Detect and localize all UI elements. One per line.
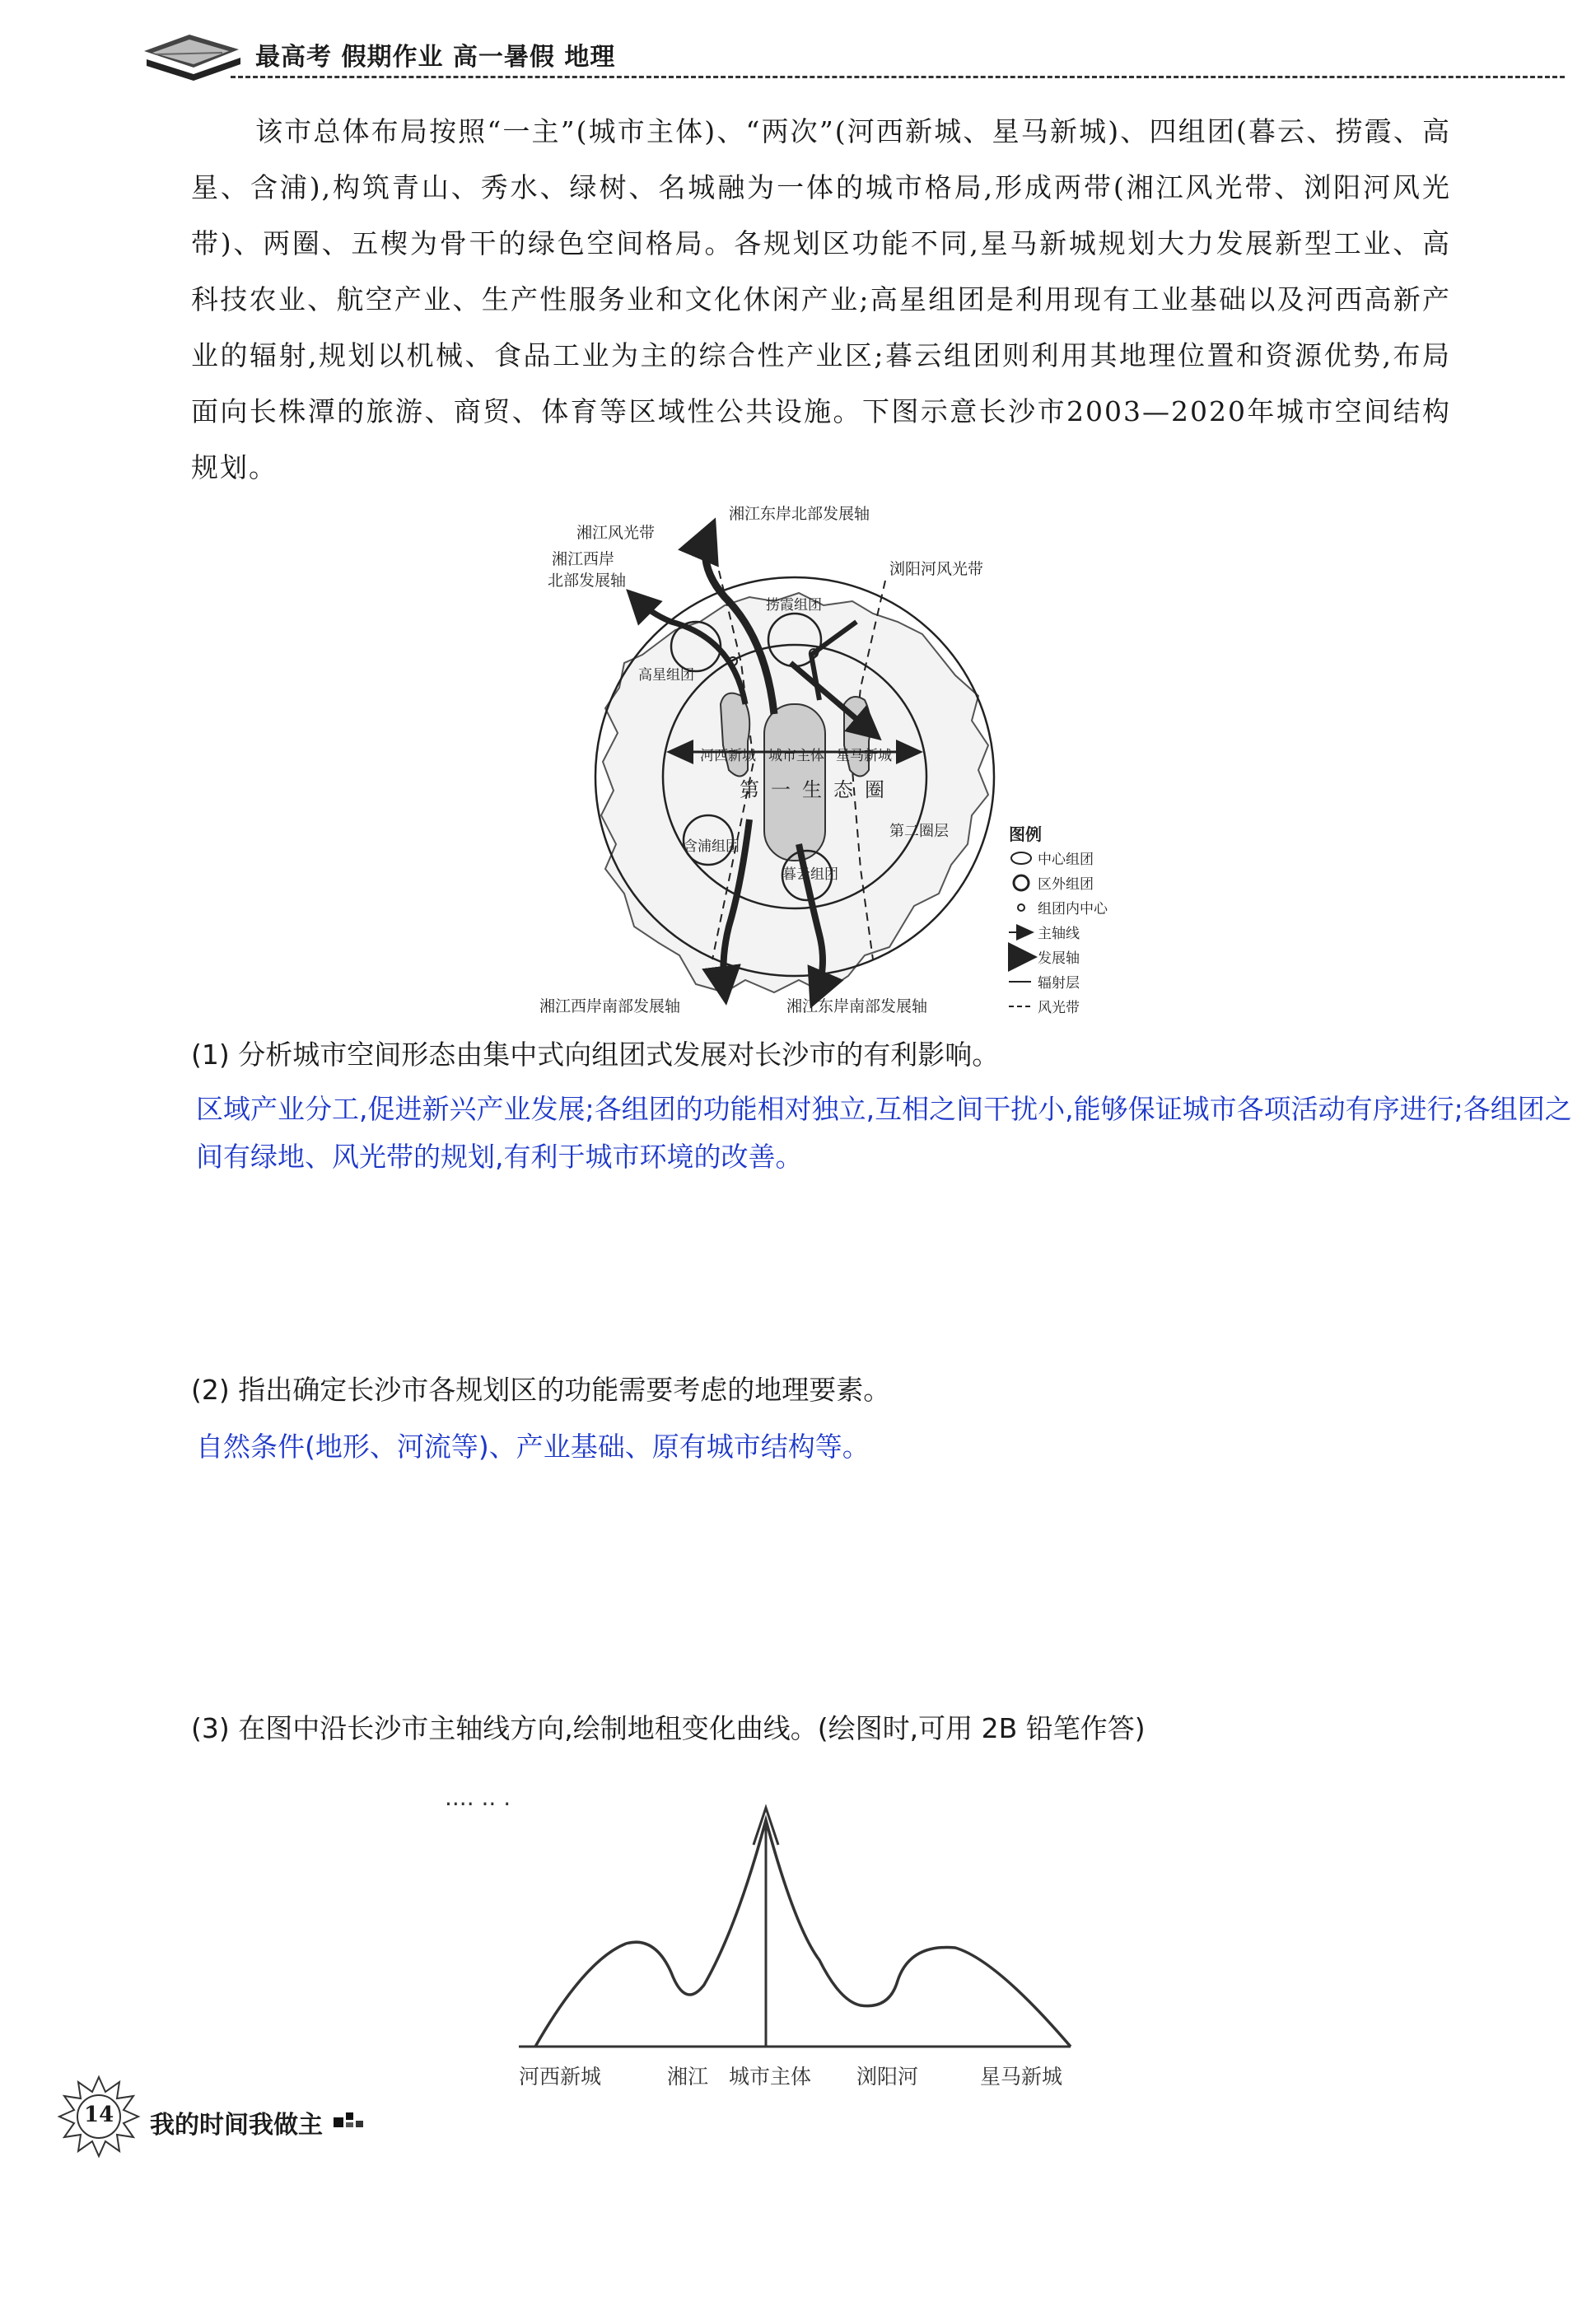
legend-item: 辐射层 [1038, 975, 1080, 992]
rent-label: 城市主体 [729, 2065, 812, 2089]
label-east-south-axis: 湘江东岸南部发展轴 [786, 997, 928, 1015]
label-ring2: 第二圈层 [889, 823, 949, 840]
label-laoxia: 捞霞组团 [766, 597, 822, 614]
legend-item: 区外组团 [1038, 876, 1094, 893]
question-2: (2) 指出确定长沙市各规划区的功能需要考虑的地理要素。 [191, 1374, 891, 1406]
label-hexi: 河西新城 [700, 748, 756, 764]
label-west-north-axis-2: 北部发展轴 [548, 572, 627, 590]
rent-label: 星马新城 [980, 2065, 1063, 2089]
header-title: 最高考 假期作业 高一暑假 地理 [255, 43, 616, 72]
question-1: (1) 分析城市空间形态由集中式向组团式发展对长沙市的有利影响。 [191, 1039, 1000, 1071]
label-liuyang-belt: 浏阳河风光带 [889, 560, 984, 578]
city-structure-map [527, 498, 1112, 1025]
faint-scan-mark: ···· ·· · [445, 1790, 511, 1818]
legend-item: 发展轴 [1038, 950, 1080, 967]
label-west-north-axis-1: 湘江西岸 [552, 550, 615, 568]
label-west-south-axis: 湘江西岸南部发展轴 [539, 997, 681, 1015]
label-gaoxing: 高星组团 [638, 667, 694, 684]
squares-icon [334, 2109, 371, 2134]
rent-label: 湘江 [667, 2065, 709, 2089]
page-header [148, 26, 1449, 76]
land-rent-curve [445, 1783, 1095, 2112]
intro-paragraph [191, 104, 1451, 496]
legend-item: 中心组团 [1038, 852, 1094, 868]
legend-item: 组团内中心 [1038, 901, 1108, 917]
legend-title: 图例 [1009, 824, 1042, 844]
header-divider [231, 76, 1565, 78]
legend-item: 风光带 [1038, 1000, 1080, 1016]
moon-icon [1458, 56, 1491, 92]
label-ring1: 第一生态圈 [740, 778, 896, 801]
label-xingma: 星马新城 [836, 748, 892, 764]
answer-1: 区域产业分工,促进新兴产业发展;各组团的功能相对独立,互相之间干扰小,能够保证城市各项活动有序进行;各组团之间有绿地、风光带的规划,有利于城市环境的改善。 [196, 1093, 1572, 1173]
rent-curve [535, 1820, 1071, 2047]
question-3: (3) 在图中沿长沙市主轴线方向,绘制地租变化曲线。(绘图时,可用 2B 铅笔作答) [191, 1712, 1146, 1744]
label-muyun: 暮云组团 [782, 866, 838, 883]
label-main-city: 城市主体 [768, 748, 824, 764]
footer-slogan: 我的时间我做主 [150, 2111, 323, 2140]
rent-label: 河西新城 [519, 2065, 602, 2089]
legend-item: 主轴线 [1038, 926, 1080, 942]
label-hanpu: 含浦组团 [684, 838, 740, 855]
page-number: 14 [84, 2103, 114, 2127]
map-legend [1009, 824, 1108, 1016]
page-footer [49, 2071, 379, 2162]
intro-text: 该市总体布局按照“一主”(城市主体)、“两次”(河西新城、星马新城)、四组团(暮云、捞霞、高星、含浦),构筑青山、秀水、绿树、名城融为一体的城市格局,形成两带(湘江风光带、浏阳河风光带)、两圈、五楔为骨干的绿色空间格局。各规划区功能不同,星马新城规划大力发展新型工业、高科技农业、航空产业、生产性服务业和文化休闲产业;高星组团是利用现有工业基础以及河西高新产业的辐射,规划以机械、食品工业为主的综合性产业区;暮云组团则利用其地理位置和资源优势,布局面向长株潭的旅游、商贸、体育等区域性公共设施。下图示意长沙市2003—2020年城市空间结构规划。 [191, 115, 1451, 483]
label-xiangjiang-belt: 湘江风光带 [576, 524, 656, 542]
label-east-north-axis: 湘江东岸北部发展轴 [729, 505, 870, 523]
answer-2: 自然条件(地形、河流等)、产业基础、原有城市结构等。 [196, 1431, 870, 1463]
rent-label: 浏阳河 [856, 2065, 919, 2089]
